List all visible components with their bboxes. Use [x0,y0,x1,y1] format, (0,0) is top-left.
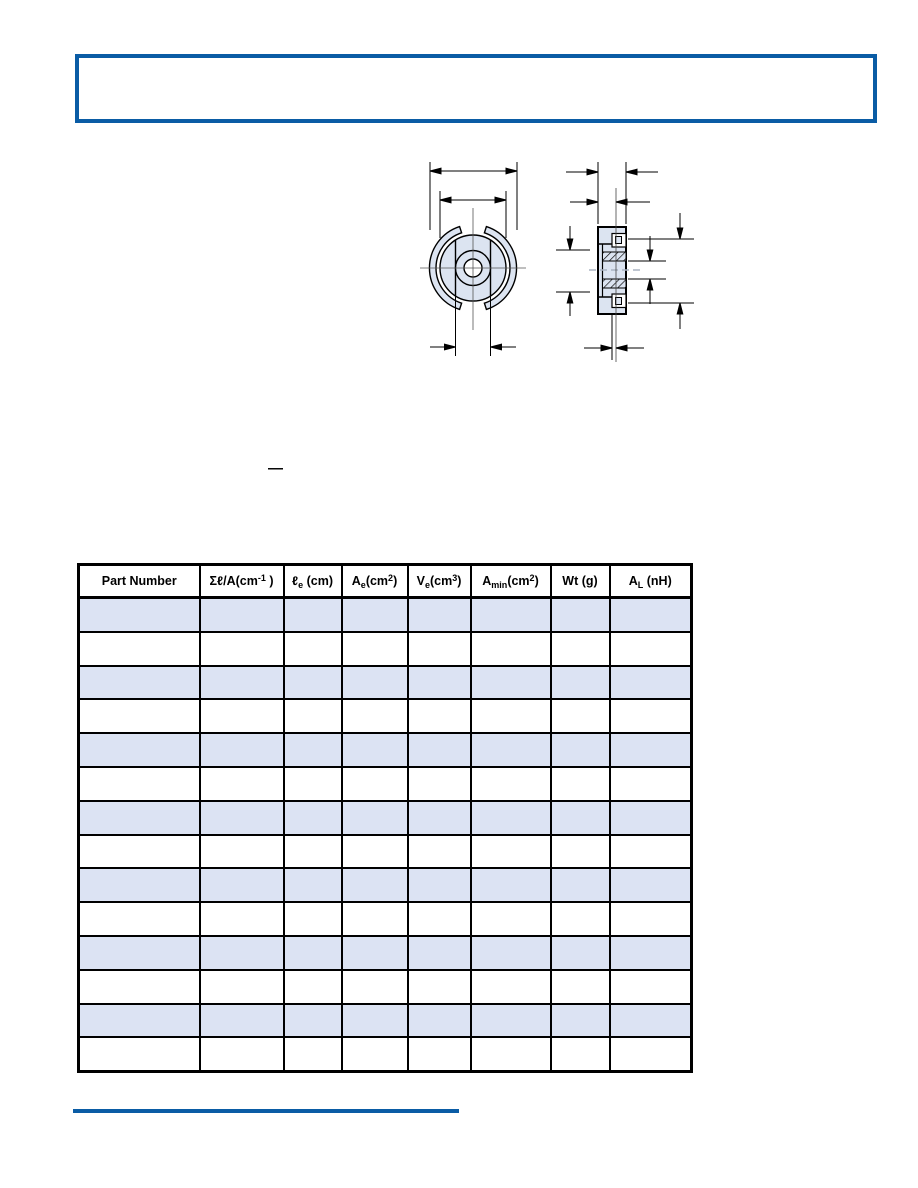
table-header-row [79,565,692,598]
table-row [79,902,692,936]
table-cell [408,699,471,733]
table-cell [200,632,284,666]
table-cell [200,767,284,801]
arrowhead [440,197,451,203]
table-row [79,835,692,869]
column-header-ve-cm3 [408,565,471,598]
table-cell [408,1004,471,1038]
arrowhead [626,169,637,175]
table-cell [200,801,284,835]
table-cell [342,970,408,1004]
table-row [79,970,692,1004]
table-cell [200,868,284,902]
arrowhead [616,345,627,351]
table-cell [551,666,610,700]
header-text-segment: ) [393,574,398,588]
table-cell [200,1037,284,1071]
table-cell [610,868,692,902]
table-cell [471,970,551,1004]
table-cell [551,868,610,902]
table-cell [471,767,551,801]
arrowhead [506,168,517,174]
table-cell [471,868,551,902]
front-view [420,208,526,330]
footer-rule [73,1109,459,1113]
column-header-ae-cm2 [342,565,408,598]
table-cell [200,902,284,936]
table-cell [610,666,692,700]
table-cell [284,767,342,801]
table-cell [342,767,408,801]
arrowhead [677,228,683,239]
table-cell [551,598,610,632]
table-cell [471,598,551,632]
table-cell [610,970,692,1004]
table-cell [79,666,200,700]
table-cell [471,632,551,666]
header-text-segment: (cm [429,574,453,588]
table-cell [471,733,551,767]
table-row [79,666,692,700]
arrowhead [567,292,573,303]
table-cell [284,835,342,869]
header-text-segment: (nH) [643,574,672,588]
title-box [75,54,877,123]
table-cell [610,801,692,835]
table-cell [551,733,610,767]
column-header-part-number [79,565,200,598]
table-cell [284,1037,342,1071]
table-cell [471,666,551,700]
header-text-segment: e [298,580,304,590]
table-cell [408,970,471,1004]
table-cell [471,801,551,835]
header-text-segment: ) [534,574,539,588]
table-cell [610,835,692,869]
table-cell [200,835,284,869]
table-row [79,632,692,666]
table-cell [551,835,610,869]
table-cell [284,902,342,936]
table-cell [79,733,200,767]
table-cell [79,699,200,733]
notch-bottom-step [616,298,622,305]
header-text-segment: e [424,580,430,590]
arrowhead [616,199,627,205]
table-cell [610,632,692,666]
table-cell [200,598,284,632]
core-dimension-diagram [380,148,710,373]
table-cell [200,733,284,767]
table-cell [284,733,342,767]
table-cell [79,1037,200,1071]
table-cell [610,936,692,970]
column-header-wt-g [551,565,610,598]
header-text-segment: ℓ [291,574,299,588]
table-cell [342,835,408,869]
table-cell [79,1004,200,1038]
column-header-le-cm [284,565,342,598]
table-cell [471,1037,551,1071]
table-cell [200,699,284,733]
table-cell [79,835,200,869]
table-cell [610,1037,692,1071]
table-cell [610,767,692,801]
table-row [79,733,692,767]
table-cell [79,598,200,632]
header-text-segment: Part Number [101,574,177,588]
table-cell [610,598,692,632]
table-cell [408,666,471,700]
table-cell [551,936,610,970]
table-cell [471,902,551,936]
header-text-segment: Σℓ/A(cm [209,574,258,588]
table-cell [79,902,200,936]
table-cell [342,1004,408,1038]
column-header-amin-cm2 [471,565,551,598]
header-text-segment: A [351,574,361,588]
table-cell [408,902,471,936]
table-cell [408,767,471,801]
table-cell [342,801,408,835]
notch-top-step [616,237,622,244]
header-text-segment: (cm [507,574,530,588]
table-cell [79,936,200,970]
table-cell [200,1004,284,1038]
table-row [79,801,692,835]
header-text-segment: e [360,580,366,590]
table-cell [342,733,408,767]
arrowhead [647,279,653,290]
header-text-segment: 2 [388,572,394,583]
table-cell [610,699,692,733]
hatched-section-top [603,252,627,261]
fraction-bar-dash: — [268,460,283,477]
table-row [79,936,692,970]
table-cell [408,1037,471,1071]
arrowhead [647,250,653,261]
table-cell [79,767,200,801]
table-cell [471,1004,551,1038]
table-cell [471,936,551,970]
column-header-sum-l-over-a [200,565,284,598]
table-cell [79,632,200,666]
table-cell [610,1004,692,1038]
table-row [79,1004,692,1038]
table-cell [284,801,342,835]
table-cell [408,835,471,869]
header-text-segment: L [637,580,644,590]
table-cell [284,598,342,632]
arrowhead [491,344,502,350]
header-text-segment: Wt (g) [562,574,598,588]
table-cell [551,902,610,936]
header-text-segment: min [491,580,508,590]
side-section-view [589,188,644,362]
header-text-segment: 2 [529,572,535,583]
table-cell [408,733,471,767]
table-cell [551,1004,610,1038]
table-cell [471,835,551,869]
table-cell [551,632,610,666]
table-cell [610,902,692,936]
header-text-segment: (cm) [303,574,333,588]
header-text-segment: -1 [257,572,266,583]
table-cell [471,699,551,733]
arrowhead [587,169,598,175]
table-cell [342,632,408,666]
table-cell [342,1037,408,1071]
arrowhead [495,197,506,203]
table-row [79,598,692,632]
table-cell [200,666,284,700]
table-row [79,699,692,733]
header-text-segment: ) [265,574,274,588]
table-cell [342,902,408,936]
table-cell [200,936,284,970]
arrowhead [587,199,598,205]
table-cell [551,1037,610,1071]
table-cell [408,936,471,970]
table-cell [551,801,610,835]
arrowhead [601,345,612,351]
table-cell [408,868,471,902]
arrowhead [677,303,683,314]
table-cell [284,1004,342,1038]
table-cell [342,666,408,700]
table-cell [408,598,471,632]
table-cell [551,699,610,733]
table-cell [342,699,408,733]
table-cell [610,733,692,767]
table-cell [284,699,342,733]
table-row [79,1037,692,1071]
table-cell [408,632,471,666]
table-cell [342,936,408,970]
table-cell [408,801,471,835]
header-text-segment: (cm [365,574,389,588]
table-cell [284,632,342,666]
column-header-al-nh [610,565,692,598]
table-cell [79,868,200,902]
header-text-segment: 3 [452,572,458,583]
arrowhead [567,239,573,250]
table-cell [79,801,200,835]
core-dimensions-table [77,563,693,1073]
table-cell [79,970,200,1004]
table-cell [284,868,342,902]
arrowhead [430,168,441,174]
header-text-segment: A [482,574,492,588]
arrowhead [445,344,456,350]
table-cell [284,936,342,970]
table-row [79,767,692,801]
table-cell [551,767,610,801]
header-text-segment: A [628,574,638,588]
table-cell [284,666,342,700]
table-cell [200,970,284,1004]
header-text-segment: V [416,574,425,588]
table-row [79,868,692,902]
hatched-section-bottom [603,279,627,288]
table-cell [284,970,342,1004]
table-cell [342,868,408,902]
header-text-segment: ) [457,574,462,588]
table-cell [342,598,408,632]
table-cell [551,970,610,1004]
